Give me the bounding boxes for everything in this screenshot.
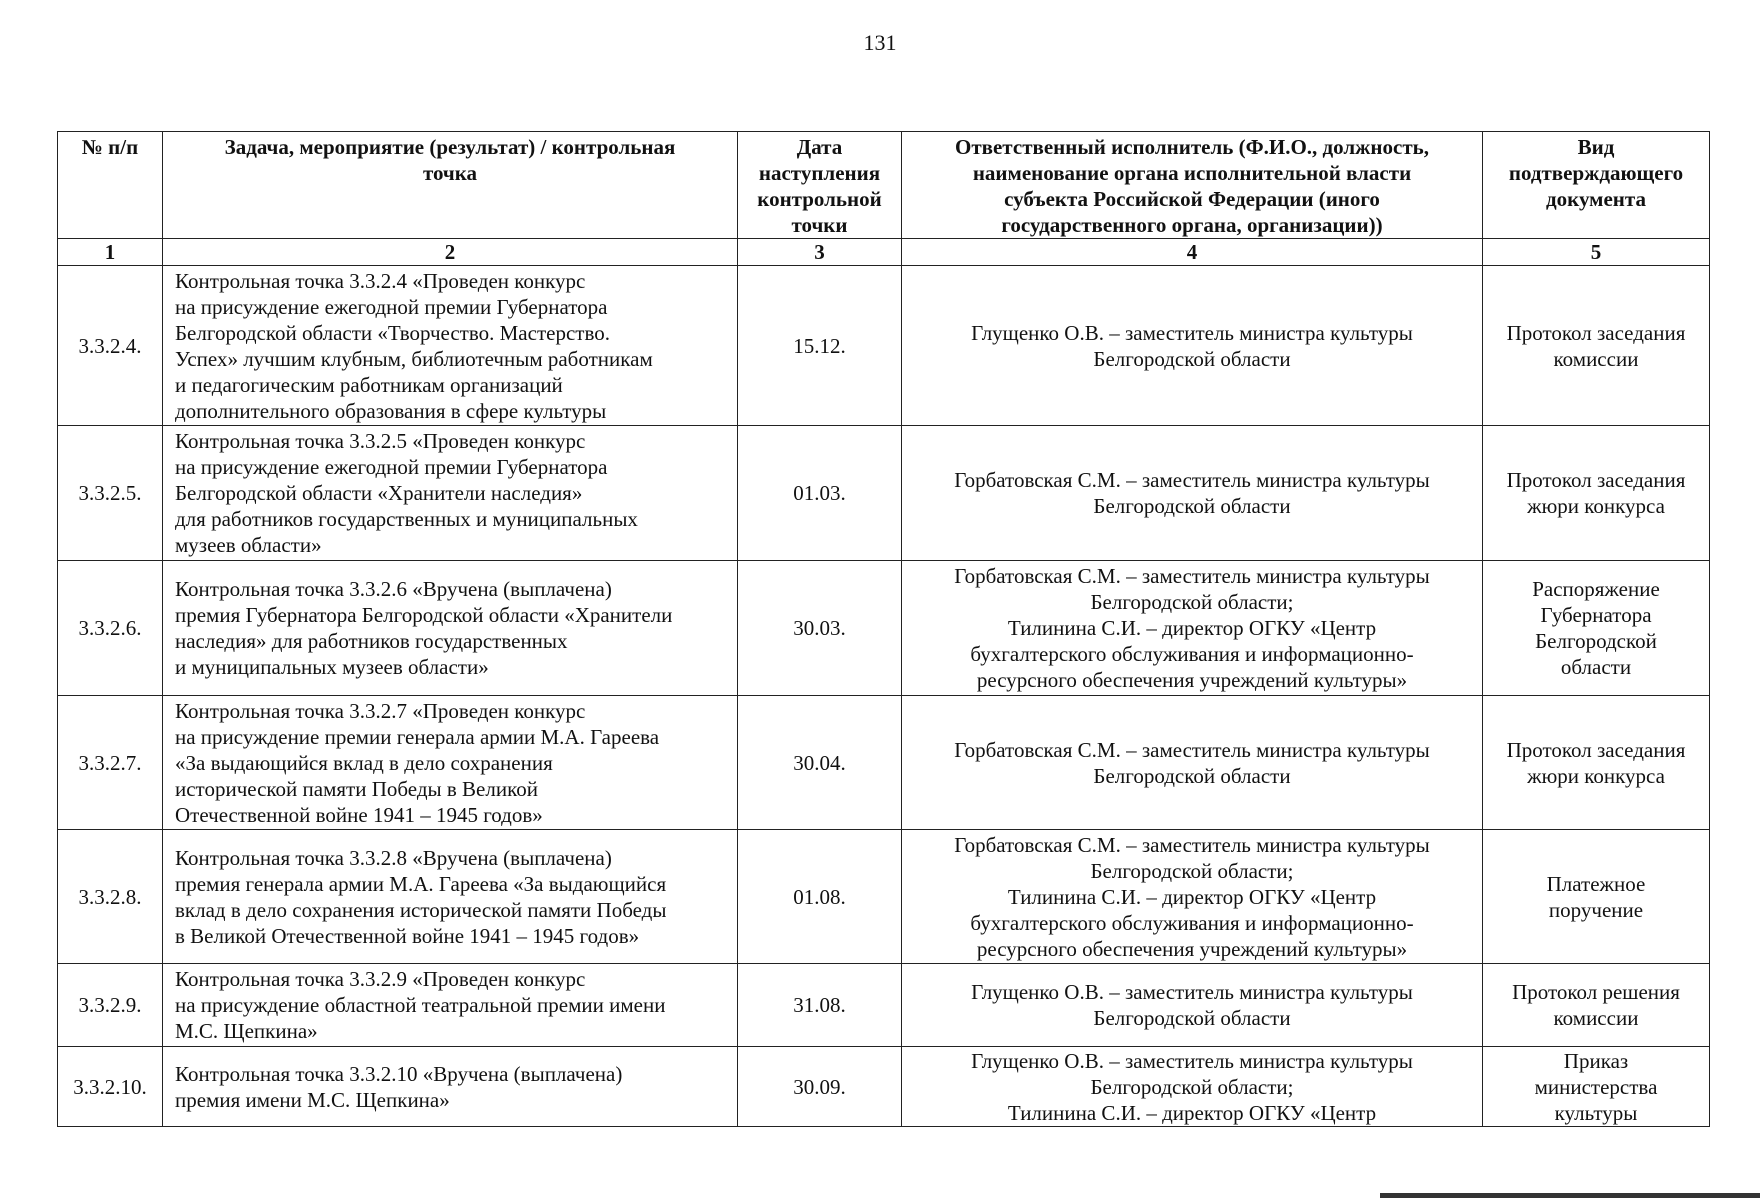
row-task <box>163 830 738 964</box>
text-line: и муниципальных музеев области» <box>175 655 489 679</box>
row-date: 30.04. <box>738 696 902 830</box>
row-responsible <box>902 1047 1483 1127</box>
row-task <box>163 426 738 561</box>
text-line: Белгородской области «Хранители наследия» <box>175 481 583 505</box>
row-date: 15.12. <box>738 266 902 426</box>
text-line: культуры <box>1554 1100 1638 1125</box>
table-row <box>58 696 1710 830</box>
text-line: и педагогическим работникам организаций <box>175 372 563 397</box>
text-line: Контрольная точка 3.3.2.10 «Вручена (выплачена) <box>175 1061 623 1086</box>
text-line: государственного органа, организации)) <box>1001 213 1383 237</box>
text-line: Белгородской области; <box>1090 858 1294 883</box>
text-line: подтверждающего <box>1508 161 1684 185</box>
text-line: субъекта Российской Федерации (иного <box>1004 187 1380 211</box>
text-line: Белгородской области <box>1093 494 1291 518</box>
row-document <box>1483 830 1710 964</box>
text-line: Протокол заседания <box>1506 468 1686 492</box>
text-line: в Великой Отечественной войне 1941 – 1945 годов» <box>175 923 640 948</box>
text-line: Горбатовская С.М. – заместитель министра культуры <box>954 832 1430 857</box>
header-date <box>738 132 902 239</box>
text-line: Распоряжение <box>1532 577 1660 601</box>
row-number: 3.3.2.7. <box>58 696 163 830</box>
row-responsible <box>902 561 1483 696</box>
text-line: музеев области» <box>175 533 322 557</box>
text-line: Контрольная точка 3.3.2.5 «Проведен конкурс <box>175 429 586 453</box>
table-row <box>58 1047 1710 1127</box>
row-responsible <box>902 426 1483 561</box>
table-row <box>58 561 1710 696</box>
column-number: 4 <box>902 239 1483 266</box>
text-line: Белгородской области «Творчество. Мастерство. <box>175 320 610 345</box>
text-line: Тилинина С.И. – директор ОГКУ «Центр <box>1007 884 1377 909</box>
column-number-row <box>58 239 1710 266</box>
row-task <box>163 1047 738 1127</box>
column-number: 2 <box>163 239 738 266</box>
row-document <box>1483 561 1710 696</box>
row-number: 3.3.2.8. <box>58 830 163 964</box>
row-number: 3.3.2.4. <box>58 266 163 426</box>
header-task <box>163 132 738 239</box>
text-line: Глущенко О.В. – заместитель министра культуры <box>971 1048 1413 1073</box>
row-responsible <box>902 964 1483 1047</box>
row-document <box>1483 266 1710 426</box>
text-line: «За выдающийся вклад в дело сохранения <box>175 750 553 775</box>
text-line: Глущенко О.В. – заместитель министра культуры <box>971 980 1413 1004</box>
text-line: исторической памяти Победы в Великой <box>175 776 538 801</box>
text-line: Горбатовская С.М. – заместитель министра культуры <box>954 737 1430 762</box>
text-line: премия генерала армии М.А. Гареева «За выдающийся <box>175 871 667 896</box>
row-number: 3.3.2.10. <box>58 1047 163 1127</box>
text-line: Белгородской <box>1535 629 1657 653</box>
row-document <box>1483 1047 1710 1127</box>
scan-edge-line <box>1380 1193 1760 1198</box>
row-number: 3.3.2.9. <box>58 964 163 1047</box>
text-line: Вид <box>1577 135 1615 159</box>
text-line: на присуждение ежегодной премии Губернатора <box>175 455 608 479</box>
column-number: 3 <box>738 239 902 266</box>
row-task <box>163 964 738 1047</box>
text-line: Контрольная точка 3.3.2.6 «Вручена (выплачена) <box>175 577 612 601</box>
row-date: 30.03. <box>738 561 902 696</box>
text-line: Горбатовская С.М. – заместитель министра культуры <box>954 564 1430 588</box>
text-line: наступления <box>758 161 881 185</box>
page-number: 131 <box>863 30 897 55</box>
row-date: 01.08. <box>738 830 902 964</box>
text-line: точка <box>422 161 478 185</box>
row-task <box>163 266 738 426</box>
text-line: Контрольная точка 3.3.2.8 «Вручена (выплачена) <box>175 845 612 870</box>
text-line: Горбатовская С.М. – заместитель министра культуры <box>954 468 1430 492</box>
text-line: документа <box>1546 187 1646 211</box>
text-line: министерства <box>1534 1074 1658 1099</box>
text-line: Задача, мероприятие (результат) / контрольная <box>224 135 676 159</box>
row-number: 3.3.2.6. <box>58 561 163 696</box>
text-line: ресурсного обеспечения учреждений культуры» <box>976 668 1408 692</box>
text-line: на присуждение премии генерала армии М.А. Гареева <box>175 724 660 749</box>
text-line: Успех» лучшим клубным, библиотечным работникам <box>175 346 653 371</box>
row-document <box>1483 426 1710 561</box>
text-line: комиссии <box>1553 346 1639 371</box>
text-line: Протокол заседания <box>1506 737 1686 762</box>
text-line: Протокол решения <box>1512 980 1680 1004</box>
text-line: премия Губернатора Белгородской области «Хранители <box>175 603 673 627</box>
text-line: Глущенко О.В. – заместитель министра культуры <box>971 320 1413 345</box>
row-date: 30.09. <box>738 1047 902 1127</box>
text-line: контрольной <box>757 187 882 211</box>
header-responsible <box>902 132 1483 239</box>
text-line: Губернатора <box>1540 603 1652 627</box>
text-line: Контрольная точка 3.3.2.4 «Проведен конкурс <box>175 268 586 293</box>
row-task <box>163 696 738 830</box>
row-task <box>163 561 738 696</box>
row-document <box>1483 964 1710 1047</box>
text-line: Отечественной войне 1941 – 1945 годов» <box>175 802 543 827</box>
text-line: комиссии <box>1553 1006 1639 1030</box>
row-document <box>1483 696 1710 830</box>
text-line: Контрольная точка 3.3.2.7 «Проведен конкурс <box>175 698 586 723</box>
text-line: наследия» для работников государственных <box>175 629 568 653</box>
row-number: 3.3.2.5. <box>58 426 163 561</box>
row-responsible <box>902 266 1483 426</box>
text-line: Ответственный исполнитель (Ф.И.О., должность, <box>954 135 1430 159</box>
text-line: Белгородской области; <box>1090 590 1294 614</box>
text-line: вклад в дело сохранения исторической памяти Победы <box>175 897 667 922</box>
text-line: для работников государственных и муниципальных <box>175 507 638 531</box>
table-row <box>58 964 1710 1047</box>
table-row <box>58 426 1710 561</box>
text-line: Белгородской области; <box>1090 1074 1294 1099</box>
text-line: жюри конкурса <box>1527 763 1665 788</box>
text-line: М.С. Щепкина» <box>175 1019 318 1043</box>
text-line: Протокол заседания <box>1506 320 1686 345</box>
text-line: Тилинина С.И. – директор ОГКУ «Центр <box>1007 1100 1377 1125</box>
text-line: Белгородской области <box>1093 763 1291 788</box>
text-line: точки <box>791 213 848 237</box>
text-line: дополнительного образования в сфере культуры <box>175 398 607 423</box>
text-line: поручение <box>1548 897 1644 922</box>
table-row <box>58 266 1710 426</box>
text-line: бухгалтерского обслуживания и информационно- <box>970 642 1414 666</box>
text-line: на присуждение ежегодной премии Губернатора <box>175 294 608 319</box>
text-line: Тилинина С.И. – директор ОГКУ «Центр <box>1007 616 1377 640</box>
text-line: Платежное <box>1546 871 1646 896</box>
text-line: бухгалтерского обслуживания и информационно- <box>970 910 1414 935</box>
text-line: Контрольная точка 3.3.2.9 «Проведен конкурс <box>175 967 586 991</box>
text-line: жюри конкурса <box>1527 494 1665 518</box>
text-line: на присуждение областной театральной премии имени <box>175 993 666 1017</box>
text-line: № п/п <box>81 135 139 159</box>
header-row <box>58 132 1710 239</box>
text-line: Белгородской области <box>1093 1006 1291 1030</box>
column-number: 1 <box>58 239 163 266</box>
text-line: наименование органа исполнительной власти <box>972 161 1412 185</box>
text-line: Приказ <box>1563 1048 1629 1073</box>
row-date: 01.03. <box>738 426 902 561</box>
control-points-table <box>57 131 1710 1127</box>
row-responsible <box>902 696 1483 830</box>
text-line: области <box>1560 655 1632 679</box>
header-number <box>58 132 163 239</box>
text-line: Дата <box>796 135 843 159</box>
text-line: премия имени М.С. Щепкина» <box>175 1087 450 1112</box>
column-number: 5 <box>1483 239 1710 266</box>
header-document <box>1483 132 1710 239</box>
text-line: Белгородской области <box>1093 346 1291 371</box>
table-row <box>58 830 1710 964</box>
row-responsible <box>902 830 1483 964</box>
text-line: ресурсного обеспечения учреждений культуры» <box>976 936 1408 961</box>
row-date: 31.08. <box>738 964 902 1047</box>
